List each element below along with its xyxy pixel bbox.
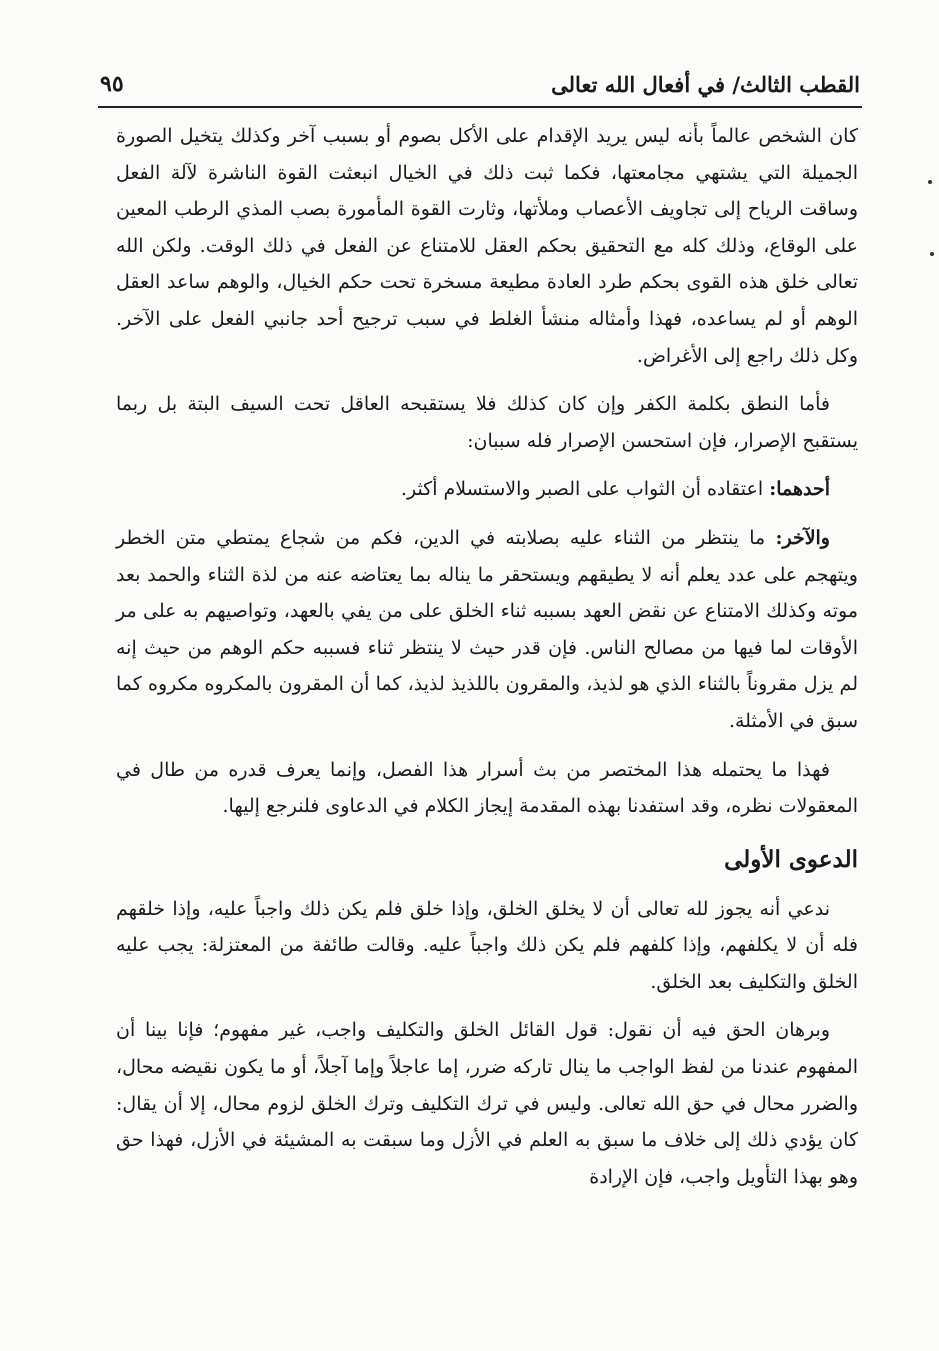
- page-header: [100, 64, 860, 104]
- item-text: ما ينتظر من الثناء عليه بصلابته في الدين، فكم من شجاع يمتطي متن الخطر ويتهجم على عدد يعلم أنه لا يطيقهم ويستحقر ما يناله بما يعتاضه عنه من لذة الثناء والحمد بعد موته وكذلك الامتناع عن نقض العهد بسببه ثناء الخلق على من يفي بالعهد، وتواصيهم به على مر الأوقات لما فيها من مصالح الناس. فإن قدر حيث لا ينتظر ثناء فسببه حكم الوهم من حيث إنه لم يزل مقروناً بالثناء الذي هو لذيذ، والمقرون باللذيذ لذيذ، كما أن المقرون بالمكروه مكروه كما سبق في الأمثلة.: [116, 526, 858, 732]
- page-number: ٩٥: [100, 71, 124, 97]
- section-paragraph: ندعي أنه يجوز لله تعالى أن لا يخلق الخلق، وإذا خلق فلم يكن ذلك واجباً عليه، وإذا خلقهم فله أن لا يكلفهم، وإذا كلفهم فلم يكن ذلك واجباً عليه. وقالت طائفة من المعتزلة: يجب عليه الخلق والتكليف بعد الخلق.: [116, 897, 858, 993]
- margin-dot: [928, 180, 932, 184]
- item-text: اعتقاده أن الثواب على الصبر والاستسلام أكثر.: [400, 478, 770, 501]
- closing-paragraph: فهذا ما يحتمله هذا المختصر من بث أسرار هذا الفصل، وإنما يعرف قدره من طال في المعقولات نظره، وقد استفدنا بهذه المقدمة إيجاز الكلام في الدعاوى فلنرجع إليها.: [116, 758, 858, 818]
- item-label: أحدهما:: [769, 478, 830, 501]
- header-rule: [98, 106, 862, 108]
- paragraph: كان الشخص عالماً بأنه ليس يريد الإقدام على الأكل بصوم أو بسبب آخر وكذلك يتخيل الصورة الجميلة التي يشتهي مجامعتها، فكما ثبت ذلك في الخيال انبعثت القوة الناشرة لآلة الفعل وساقت الرياح إلى تجاويف الأعصاب وملأتها، وثارت القوة المأمورة بصب المذي الرطب المعين على الوقاع، وذلك كله مع التحقيق بحكم العقل للامتناع عن الفعل في ذلك الوقت. ولكن الله تعالى خلق هذه القوى بحكم طرد العادة مطيعة مسخرة تحت حكم الخيال، والوهم ساعد العقل الوهم أو لم يساعده، فهذا وأمثاله منشأ الغلط في سبب ترجيح أحد جانبي الفعل على الآخر. وكل ذلك راجع إلى الأغراض.: [116, 125, 858, 367]
- margin-dot: [930, 252, 934, 256]
- running-head: القطب الثالث/ في أفعال الله تعالى: [551, 71, 860, 97]
- list-item: [116, 520, 858, 740]
- paragraph: فأما النطق بكلمة الكفر وإن كان كذلك فلا يستقبحه العاقل تحت السيف البتة بل ربما يستقبح الإصرار، فإن استحسن الإصرار فله سببان:: [116, 393, 858, 452]
- page-body: [116, 118, 858, 1207]
- item-label: والآخر:: [775, 526, 830, 549]
- section-heading: الدعوى الأولى: [724, 845, 858, 873]
- section-paragraph: وبرهان الحق فيه أن نقول: قول القائل الخلق والتكليف واجب، غير مفهوم؛ فإنا بينا أن المفهوم عندنا من لفظ الواجب ما ينال تاركه ضرر، إما عاجلاً وإما آجلاً، أو ما يكون نقيضه محال، والضرر محال في حق الله تعالى. وليس في ترك التكليف وترك الخلق لزوم محال، إلا أن يقال: كان يؤدي ذلك إلى خلاف ما سبق به العلم في الأزل وما سبقت به المشيئة في الأزل، فهذا حق وهو بهذا التأويل واجب، فإن الإرادة: [116, 1019, 858, 1188]
- list-item: [116, 471, 858, 508]
